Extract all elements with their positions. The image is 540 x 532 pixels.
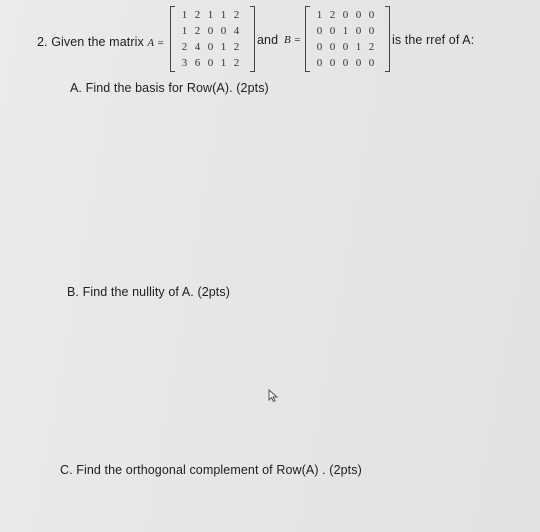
matrix-a-entry: 1 [220,57,227,69]
matrix-a-entry: 2 [194,25,201,37]
matrix-a-entry: 2 [233,41,240,53]
part-a: A. Find the basis for Row(A). (2pts) [70,81,269,95]
matrix-a-right-bracket [250,6,255,72]
matrix-b-symbol: B = [284,34,302,46]
matrix-a-entry: 0 [207,57,214,69]
matrix-b-entry: 2 [368,41,375,53]
matrix-a-entry: 0 [207,25,214,37]
question-number: 2. [37,35,48,49]
matrix-b-row [313,55,378,71]
part-c: C. Find the orthogonal complement of Row(A) . (2pts) [60,463,362,477]
matrix-b [305,6,390,72]
matrix-b-entry: 0 [316,57,323,69]
matrix-b-entry: 0 [342,9,349,21]
matrix-b-entry: 0 [329,57,336,69]
matrix-b-entry: 0 [342,41,349,53]
matrix-b-entry: 1 [342,25,349,37]
matrix-a-entry: 1 [181,25,188,37]
matrix-b-entry: 0 [368,57,375,69]
matrix-a-entry: 3 [181,57,188,69]
matrix-b-right-bracket [385,6,390,72]
matrix-b-entry: 0 [316,25,323,37]
matrix-a-entry: 0 [207,41,214,53]
matrix-a [170,6,255,72]
matrix-a-entry: 2 [233,57,240,69]
matrix-b-entry: 2 [329,9,336,21]
matrix-b-entry: 1 [355,41,362,53]
matrix-a-row [178,23,243,39]
rref-text: is the rref of A: [392,33,475,47]
matrix-b-entry: 0 [329,25,336,37]
matrix-a-row [178,7,243,23]
matrix-b-entry: 0 [355,25,362,37]
matrix-a-entries [178,7,243,71]
matrix-a-entry: 2 [181,41,188,53]
question-intro [37,35,164,49]
matrix-b-left-bracket [305,6,310,72]
matrix-b-entry: 0 [368,25,375,37]
matrix-b-entry: 0 [355,57,362,69]
matrix-a-entry: 6 [194,57,201,69]
matrix-a-entry: 2 [233,9,240,21]
matrix-b-entry: 0 [329,41,336,53]
matrix-a-entry: 1 [207,9,214,21]
matrix-a-entry: 1 [220,9,227,21]
matrix-a-entry: 0 [220,25,227,37]
matrix-a-row [178,55,243,71]
matrix-b-entry: 0 [368,9,375,21]
matrix-b-entry: 0 [316,41,323,53]
part-b: B. Find the nullity of A. (2pts) [67,285,230,299]
matrix-a-left-bracket [170,6,175,72]
and-text: and [257,33,279,47]
mouse-pointer-icon [268,389,280,408]
question-intro-text: Given the matrix [51,35,144,49]
matrix-a-symbol: A = [147,37,165,49]
matrix-b-row [313,7,378,23]
matrix-b-entries [313,7,378,71]
matrix-b-entry: 1 [316,9,323,21]
matrix-a-entry: 1 [220,41,227,53]
matrix-a-entry: 4 [233,25,240,37]
matrix-a-entry: 2 [194,9,201,21]
matrix-b-row [313,39,378,55]
matrix-b-row [313,23,378,39]
matrix-b-entry: 0 [355,9,362,21]
matrix-a-row [178,39,243,55]
matrix-b-entry: 0 [342,57,349,69]
matrix-a-entry: 4 [194,41,201,53]
matrix-a-entry: 1 [181,9,188,21]
